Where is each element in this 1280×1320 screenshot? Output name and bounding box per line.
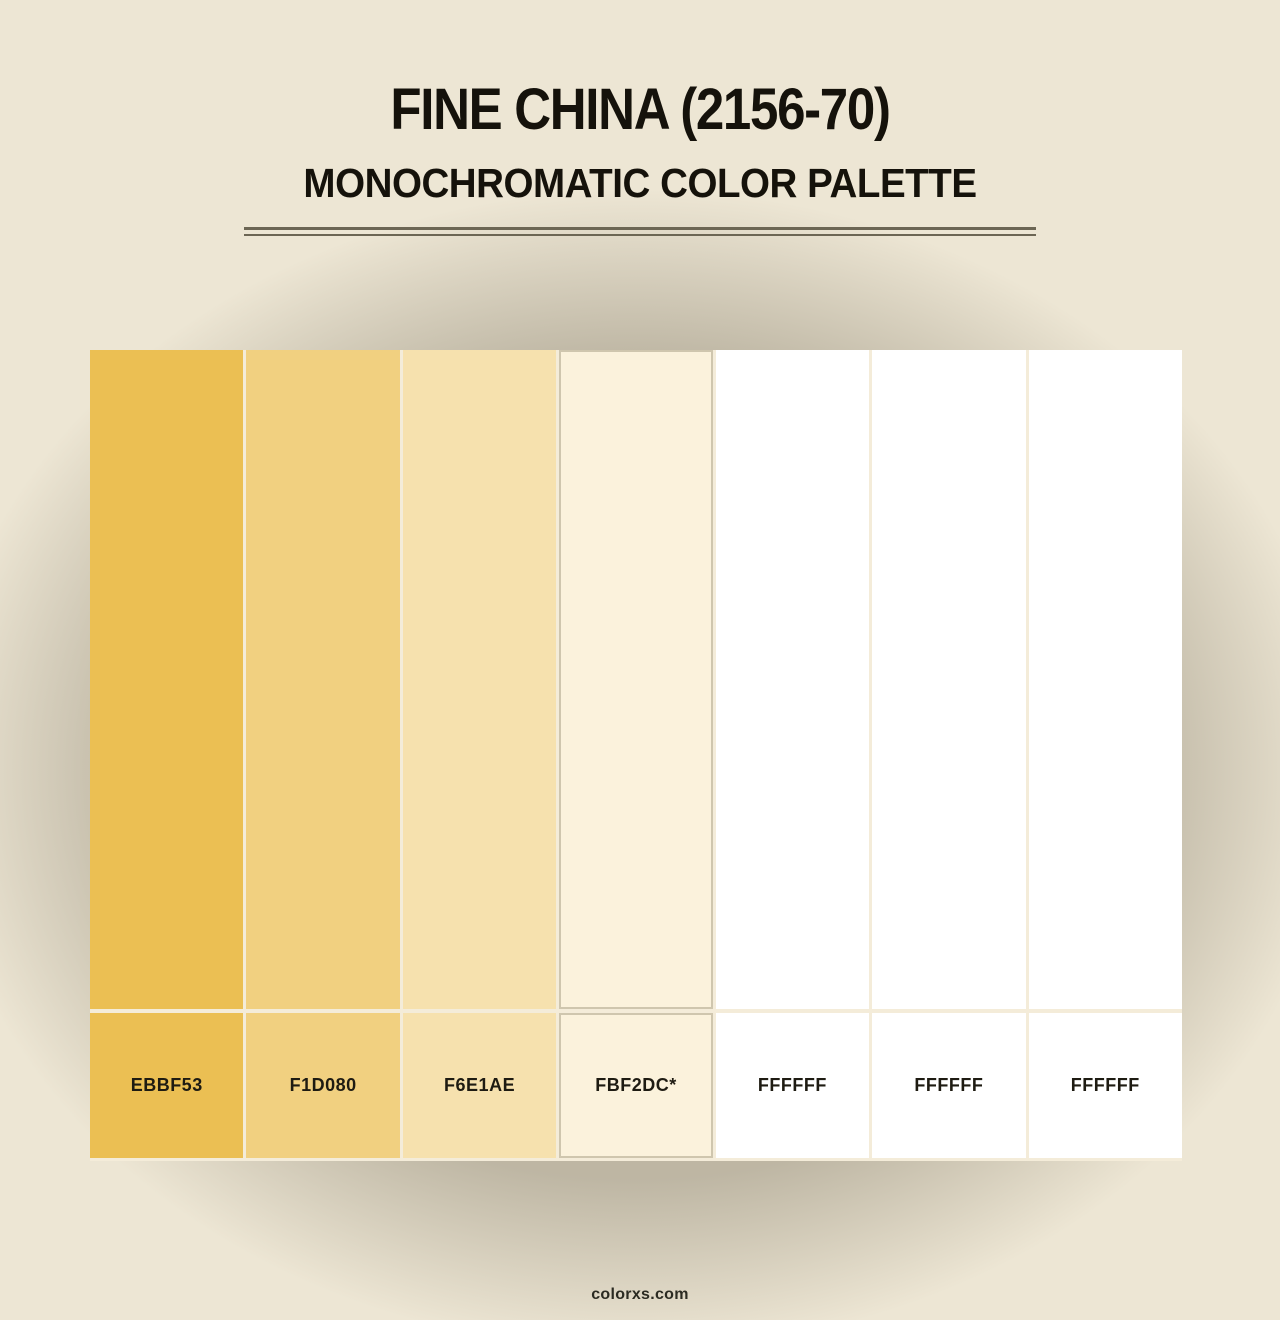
color-swatch-main xyxy=(559,350,712,1009)
swatch-hex-label: FBF2DC* xyxy=(559,1013,712,1158)
color-swatch xyxy=(872,350,1025,1009)
swatch-hex-label: FFFFFF xyxy=(872,1013,1025,1158)
swatch-hex-label: FFFFFF xyxy=(1029,1013,1182,1158)
color-swatch xyxy=(90,350,243,1009)
swatch-hex-label: F1D080 xyxy=(246,1013,399,1158)
page-subtitle: MONOCHROMATIC COLOR PALETTE xyxy=(303,160,977,206)
swatch-hex-label: FFFFFF xyxy=(716,1013,869,1158)
swatch-hex-label: EBBF53 xyxy=(90,1013,243,1158)
color-swatch xyxy=(716,350,869,1009)
color-swatch xyxy=(1029,350,1182,1009)
page-title: FINE CHINA (2156-70) xyxy=(390,77,890,142)
color-swatch xyxy=(246,350,399,1009)
title-divider xyxy=(244,227,1036,236)
site-link[interactable]: colorxs.com xyxy=(591,1286,689,1303)
palette-grid xyxy=(90,350,1182,1161)
swatch-hex-label: F6E1AE xyxy=(403,1013,556,1158)
color-swatch xyxy=(403,350,556,1009)
